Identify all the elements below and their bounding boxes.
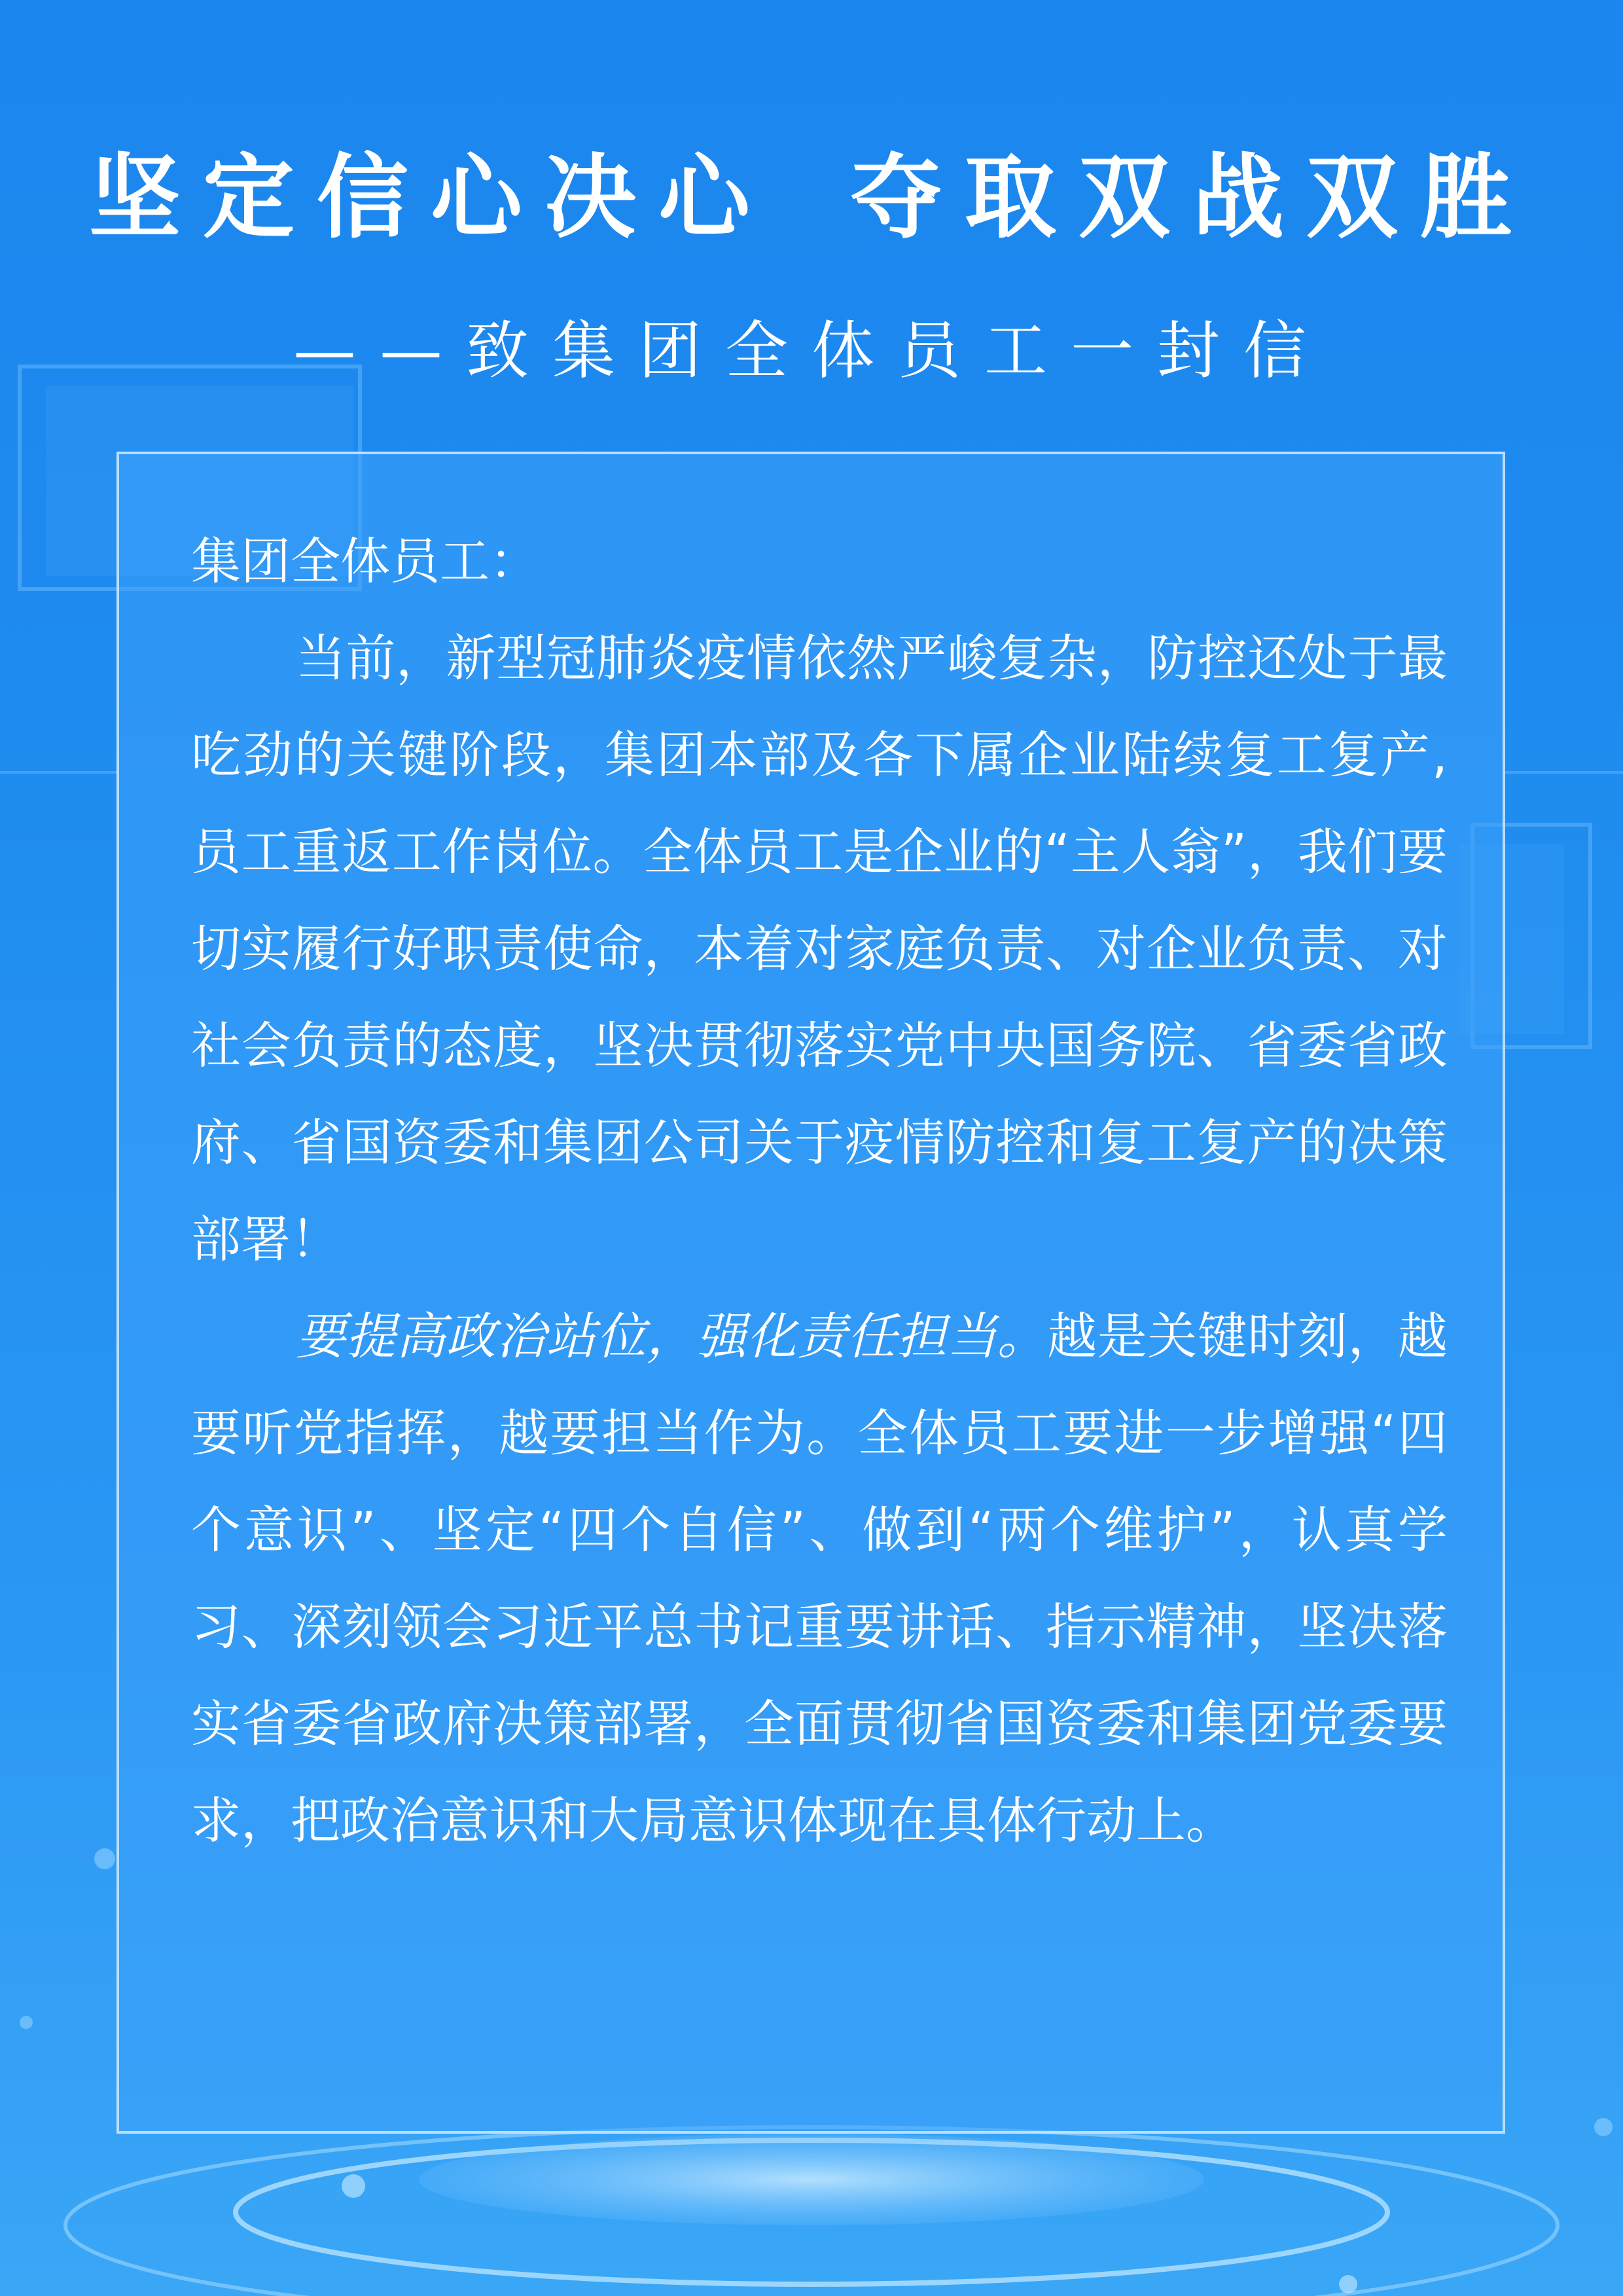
paragraph-2-rest: 越是关键时刻，越要听党指挥，越要担当作为。全体员工要进一步增强“四个意识”、坚定“四个自信”、做到“两个维护”，认真学习、深刻领会习近平总书记重要讲话、指示精神，坚决落实省委省政府决策部署，全面贯彻省国资委和集团党委要求，把政治意识和大局意识体现在具体行动上。: [191, 1307, 1448, 1850]
letter-paragraph-1: 当前，新型冠肺炎疫情依然严峻复杂，防控还处于最吃劲的关键阶段，集团本部及各下属企业陆续复工复产,员工重返工作岗位。全体员工是企业的“主人翁”，我们要切实履行好职责使命，本着对家庭负责、对企业负责、对社会负责的态度，坚决贯彻落实党中央国务院、省委省政府、省国资委和集团公司关于疫情防控和复工复产的决策部署！: [191, 629, 1448, 1268]
letter-paragraph-2: [191, 1288, 1448, 1869]
letter-box: [116, 452, 1505, 2134]
letter-salutation: 集团全体员工：: [191, 532, 539, 590]
letter-body: [191, 513, 1448, 1869]
title-part-2: 夺取双战双胜: [851, 145, 1535, 251]
title-part-1: 坚定信心决心: [88, 145, 772, 251]
page-title: [0, 124, 1623, 256]
paragraph-2-lead: 要提高政治站位，强化责任担当。: [296, 1307, 1048, 1365]
page-subtitle: ——致集团全体员工一封信: [293, 314, 1330, 387]
